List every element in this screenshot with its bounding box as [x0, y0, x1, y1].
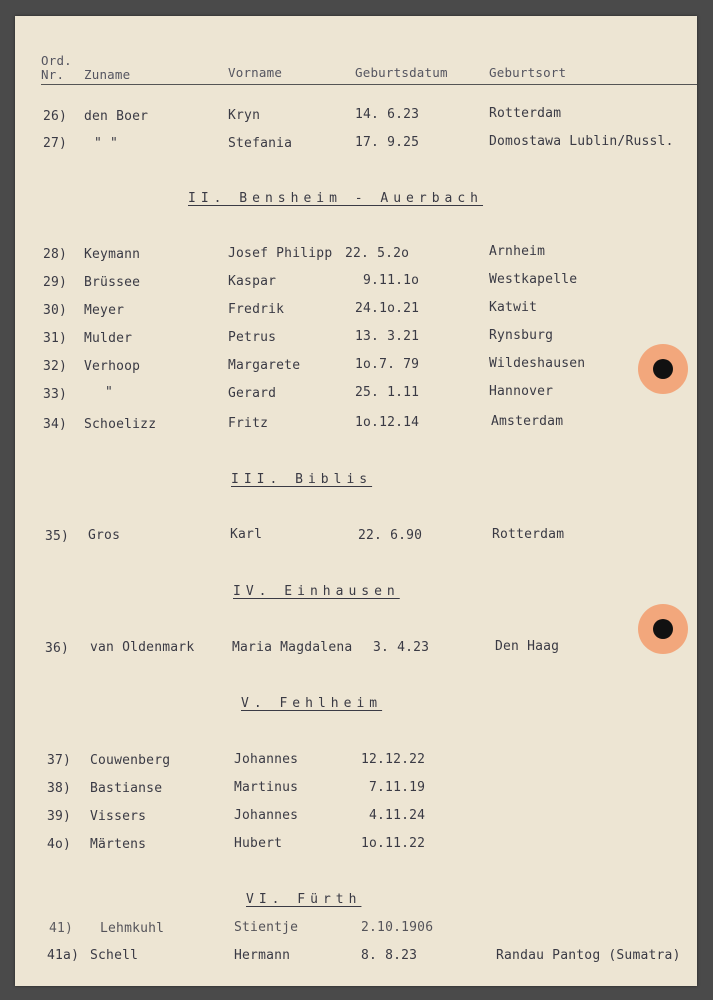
- row-vorname: Margarete: [228, 358, 301, 373]
- row-zuname: Brüssee: [84, 275, 141, 290]
- row-zuname: Vissers: [90, 809, 147, 824]
- row-nr: 37): [47, 753, 72, 768]
- row-ort: Rynsburg: [489, 328, 554, 343]
- row-datum: 3. 4.23: [373, 640, 430, 655]
- section-heading: IV. Einhausen: [233, 584, 400, 599]
- row-zuname: Mulder: [84, 331, 133, 346]
- row-datum: 1o.12.14: [355, 415, 420, 430]
- header-geburtsdatum: Geburtsdatum: [355, 65, 448, 80]
- row-vorname: Gerard: [228, 386, 277, 401]
- row-nr: 35): [45, 529, 70, 544]
- row-datum: 24.1o.21: [355, 301, 420, 316]
- section-heading: III. Biblis: [231, 472, 373, 487]
- row-ort: Arnheim: [489, 244, 546, 259]
- row-vorname: Johannes: [234, 808, 299, 823]
- document-page: [15, 16, 697, 986]
- row-ort: Amsterdam: [491, 414, 564, 429]
- header-geburtsort: Geburtsort: [489, 65, 567, 80]
- row-datum: 1o.11.22: [361, 836, 426, 851]
- row-vorname: Stefania: [228, 136, 293, 151]
- row-vorname: Hermann: [234, 948, 291, 963]
- row-nr: 33): [43, 387, 68, 402]
- row-vorname: Kryn: [228, 108, 261, 123]
- row-zuname: Bastianse: [90, 781, 163, 796]
- row-vorname: Martinus: [234, 780, 299, 795]
- row-ort: Den Haag: [495, 639, 560, 654]
- row-vorname: Stientje: [234, 920, 299, 935]
- row-vorname: Petrus: [228, 330, 277, 345]
- row-datum: 7.11.19: [369, 780, 426, 795]
- row-datum: 22. 6.90: [358, 528, 423, 543]
- row-zuname: Märtens: [90, 837, 147, 852]
- row-datum: 12.12.22: [361, 752, 426, 767]
- row-datum: 17. 9.25: [355, 135, 420, 150]
- row-nr: 26): [43, 109, 68, 124]
- row-zuname: den Boer: [84, 109, 149, 124]
- row-ort: Wildeshausen: [489, 356, 586, 371]
- row-vorname: Kaspar: [228, 274, 277, 289]
- row-vorname: Fredrik: [228, 302, 285, 317]
- row-ort: Katwit: [489, 300, 538, 315]
- row-ort: Hannover: [489, 384, 554, 399]
- row-vorname: Maria Magdalena: [232, 640, 353, 655]
- row-ort: Westkapelle: [489, 272, 578, 287]
- row-datum: 14. 6.23: [355, 107, 420, 122]
- row-nr: 41): [49, 921, 74, 936]
- row-nr: 4o): [47, 837, 72, 852]
- row-nr: 27): [43, 136, 68, 151]
- row-datum: 9.11.1o: [363, 273, 420, 288]
- row-zuname: Verhoop: [84, 359, 141, 374]
- row-ort: Domostawa Lublin/Russl.: [489, 134, 674, 149]
- row-zuname: Couwenberg: [90, 753, 171, 768]
- row-zuname: Lehmkuhl: [100, 921, 165, 936]
- row-vorname: Josef Philipp: [228, 246, 333, 261]
- row-nr: 39): [47, 809, 72, 824]
- row-nr: 36): [45, 641, 70, 656]
- row-ort: Rotterdam: [492, 527, 565, 542]
- row-zuname: Meyer: [84, 303, 125, 318]
- row-zuname: Keymann: [84, 247, 141, 262]
- row-nr: 30): [43, 303, 68, 318]
- row-nr: 41a): [47, 948, 80, 963]
- row-vorname: Karl: [230, 527, 263, 542]
- header-ord: Ord.: [41, 53, 72, 68]
- header-zuname: Zuname: [84, 67, 131, 82]
- punch-hole-icon: [638, 344, 688, 394]
- row-zuname: " ": [94, 136, 119, 151]
- section-heading: V. Fehlheim: [241, 696, 383, 711]
- row-zuname: Schell: [90, 948, 139, 963]
- row-vorname: Johannes: [234, 752, 299, 767]
- row-vorname: Fritz: [228, 416, 269, 431]
- header-nr: Nr.: [41, 67, 65, 82]
- row-nr: 34): [43, 417, 68, 432]
- row-nr: 31): [43, 331, 68, 346]
- row-zuname: van Oldenmark: [90, 640, 195, 655]
- row-datum: 1o.7. 79: [355, 357, 420, 372]
- row-datum: 25. 1.11: [355, 385, 420, 400]
- section-heading: VI. Fürth: [246, 892, 362, 907]
- row-zuname: ": [105, 385, 114, 400]
- row-datum: 2.10.1906: [361, 920, 434, 935]
- row-datum: 8. 8.23: [361, 948, 418, 963]
- row-zuname: Gros: [88, 528, 121, 543]
- punch-hole-icon: [638, 604, 688, 654]
- row-zuname: Schoelizz: [84, 417, 157, 432]
- row-nr: 38): [47, 781, 72, 796]
- row-ort: Randau Pantog (Sumatra): [496, 948, 681, 963]
- row-nr: 28): [43, 247, 68, 262]
- row-ort: Rotterdam: [489, 106, 562, 121]
- row-nr: 29): [43, 275, 68, 290]
- row-nr: 32): [43, 359, 68, 374]
- row-vorname: Hubert: [234, 836, 283, 851]
- row-datum: 4.11.24: [369, 808, 426, 823]
- header-vorname: Vorname: [228, 65, 283, 80]
- row-datum: 13. 3.21: [355, 329, 420, 344]
- header-rule: [41, 84, 697, 85]
- section-heading: II. Bensheim - Auerbach: [188, 191, 484, 206]
- row-datum: 22. 5.2o: [345, 246, 410, 261]
